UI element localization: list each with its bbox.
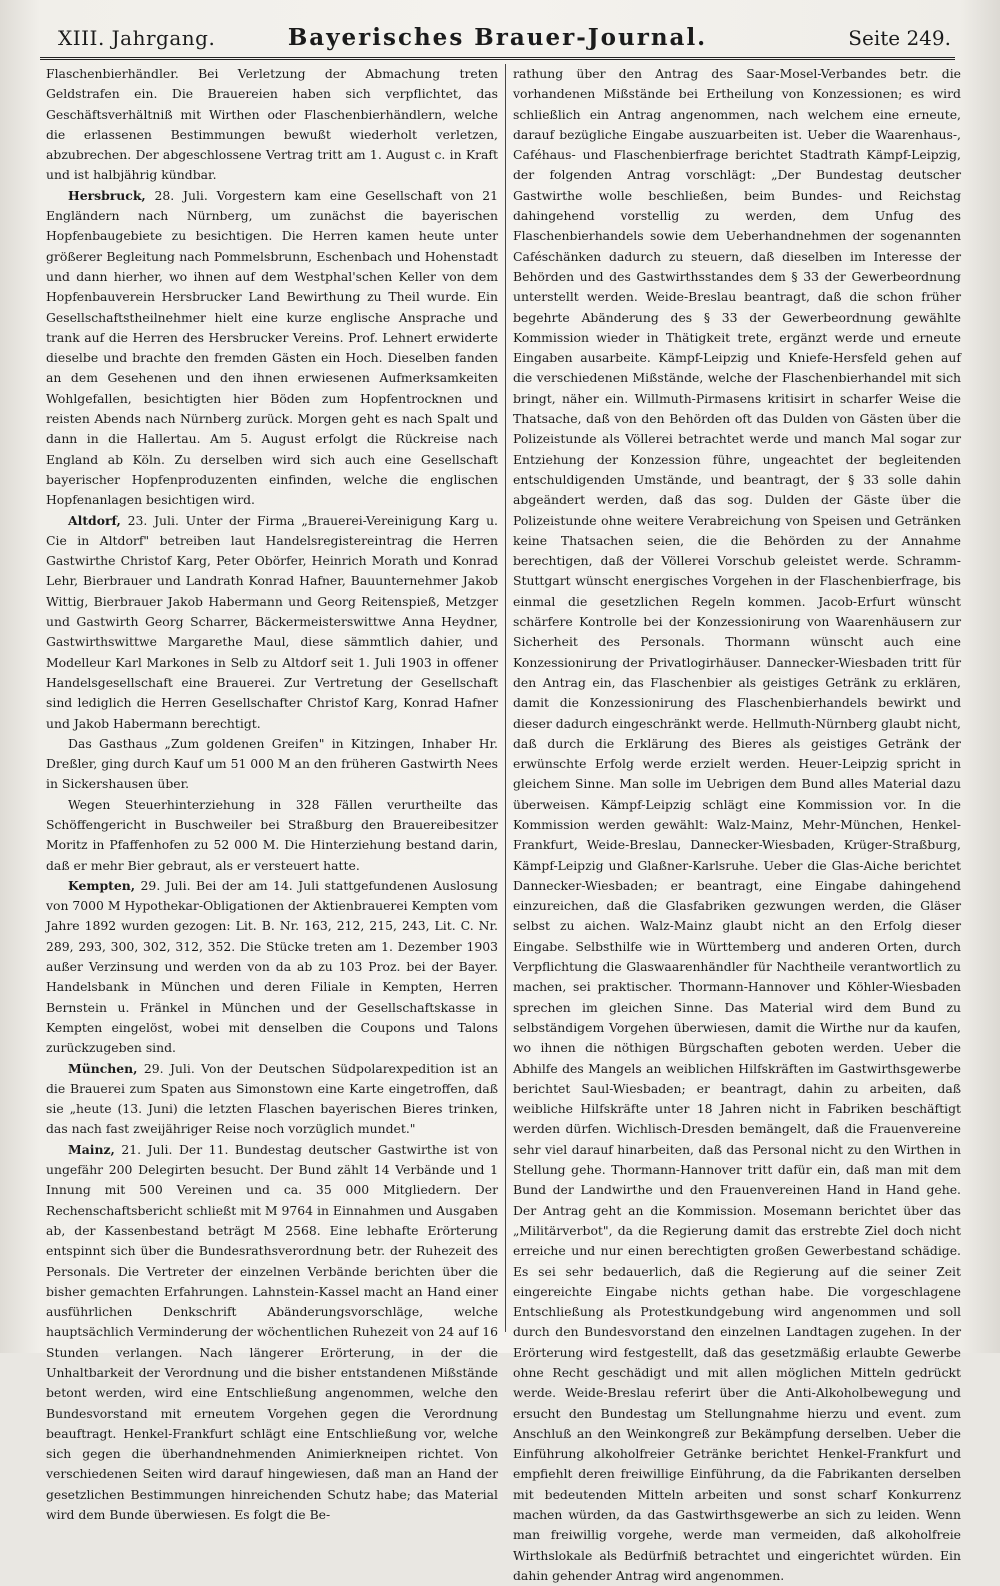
article-paragraph xyxy=(46,795,498,876)
article-text: 29. Juli. Von der Deutschen Südpolarexpedition ist an die Brauerei zum Spaten aus Simonstown eine Karte eingetroffen, daß sie „heute (13. Juni) die letzten Flaschen bayerischen Bieres trinken, das nach fast zweijähriger Reise noch vorzüglich mundet." xyxy=(46,1060,498,1137)
page-header xyxy=(40,20,955,56)
article-text: 21. Juli. Der 11. Bundestag deutscher Gastwirthe ist von ungefähr 200 Delegirten besucht. Der Bund zählt 14 Verbände und 1 Innung mit 500 Vereinen und ca. 35 000 Mitgliedern. Der Rechenschaftsbericht schließt mit M 9764 in Einnahmen und Ausgaben ab, der Kassenbestand beträgt M 2568. Eine lebhafte Erörterung entspinnt sich über die Bundesrathsverordnung betr. der Ruhezeit des Personals. Die Vertreter der einzelnen Verbände berichten über die bisher gemachten Erfahrungen. Lahnstein-Kassel macht an Hand einer ausführlichen Denkschrift Abänderungsvorschläge, welche hauptsächlich Verminderung der wöchentlichen Ruhezeit von 24 auf 16 Stunden verlangen. Nach längerer Erörterung, in der die Unhaltbarkeit der Verordnung und die bisher entstandenen Mißstände betont werden, wird eine Entschließung angenommen, welche den Bundesvorstand mit erneutem Vorgehen gegen die Verordnung beauftragt. Henkel-Frankfurt schlägt eine Entschließung vor, welche sich gegen die überhandnehmenden Animierkneipen richtet. Von verschiedenen Seiten wird darauf hingewiesen, daß man an Hand der gesetzlichen Bestimmungen hinreichenden Schutz habe; das Material wird dem Bunde überwiesen. Es folgt die Be- xyxy=(46,1141,498,1523)
article-paragraph xyxy=(46,1059,498,1140)
article-text: 29. Juli. Bei der am 14. Juli stattgefundenen Auslosung von 7000 M Hypothekar-Obligationen der Aktienbrauerei Kempten vom Jahre 1892 wurden gezogen: Lit. B. Nr. 163, 212, 215, 243, Lit. C. Nr. 289, 293, 300, 302, 312, 352. Die Stücke treten am 1. Dezember 1903 außer Verzinsung und werden von da ab zu 103 Proz. bei der Bayer. Handelsbank in München und deren Filiale in Kempten, Herren Bernstein u. Fränkel in München und der Gesellschaftskasse in Kempten eingelöst, wobei mit denselben die Coupons und Talons zurückzugeben sind. xyxy=(46,877,498,1056)
column-divider xyxy=(505,64,506,1332)
left-column xyxy=(46,64,498,1523)
journal-title: Bayerisches Brauer-Journal. xyxy=(287,24,708,51)
volume-label: XIII. Jahrgang. xyxy=(58,26,216,50)
article-paragraph xyxy=(46,511,498,734)
article-paragraph xyxy=(46,64,498,186)
article-text: 23. Juli. Unter der Firma „Brauerei-Vereinigung Karg u. Cie in Altdorf" betreiben laut Handelsregistereintrag die Herren Gastwirthe Christof Karg, Peter Obörfer, Heinrich Morath und Konrad Lehr, Bierbrauer und Landrath Konrad Hafner, Bauunternehmer Jakob Wittig, Bierbrauer Jakob Habermann und Georg Reitenspieß, Metzger und Gastwirth Georg Scharrer, Bäckermeisterswittwe Anna Heydner, Gastwirthswittwe Margarethe Maul, diese sämmtlich dahier, und Modelleur Karl Markones in Selb zu Altdorf seit 1. Juli 1903 in offener Handelsgesellschaft eine Brauerei. Zur Vertretung der Gesellschaft sind lediglich die Herren Gesellschafter Christof Karg, Konrad Hafner und Jakob Habermann berechtigt. xyxy=(46,512,498,731)
article-text: Wegen Steuerhinterziehung in 328 Fällen verurtheilte das Schöffengericht in Buschweiler bei Straßburg den Brauereibesitzer Moritz in Pfaffenhofen zu 52 000 M. Die Hinterziehung bestand darin, daß er mehr Bier gebraut, als er versteuert hatte. xyxy=(46,796,498,873)
article-dateline: Hersbruck, xyxy=(68,187,146,203)
article-text: rathung über den Antrag des Saar-Mosel-Verbandes betr. die vorhandenen Mißstände bei Ertheilung von Konzessionen; es wird schließlich ein Antrag angenommen, nach welchem eine erneute, darauf bezügliche Eingabe auszuarbeiten ist. Ueber die Waarenhaus-, Caféhaus- und Flaschenbierfrage berichtet Stadtrath Kämpf-Leipzig, der folgenden Antrag vorschlägt: „Der Bundestag deutscher Gastwirthe wolle beschließen, beim Bundes- und Reichstag dahingehend vorstellig zu werden, dem Unfug des Flaschenbierhandels sowie dem Ueberhandnehmen der sogenannten Caféschänken dadurch zu steuern, daß dieselben im Interesse der Behörden und des Gastwirthsstandes dem § 33 der Gewerbeordnung unterstellt werden. Weide-Breslau beantragt, daß die schon früher begehrte Abänderung des § 33 der Gewerbeordnung gewählte Kommission wieder in Thätigkeit trete, ergänzt werde und erneute Eingaben ausarbeite. Kämpf-Leipzig und Kniefe-Hersfeld gehen auf die verschiedenen Mißstände, welche der Flaschenbierhandel mit sich bringt, näher ein. Willmuth-Pirmasens kritisirt in scharfer Weise die Thatsache, daß von den Behörden oft das Dulden von Gästen über die Polizeistunde als Völlerei betrachtet werde und manch Mal sogar zur Entziehung der Konzession führe, ungeachtet der begleitenden entschuldigenden Umstände, und beantragt, der § 33 solle dahin abgeändert werden, daß das sog. Dulden der Gäste über die Polizeistunde ohne weitere Verabreichung von Speisen und Getränken keine Thatsachen seien, die die Behörden zu der Annahme berechtigen, daß der Völlerei Vorschub geleistet werde. Schramm-Stuttgart wünscht energisches Vorgehen in der Flaschenbierfrage, bis einmal die gesetzlichen Regeln kommen. Jacob-Erfurt wünscht schärfere Kontrolle bei der Konzessionirung von Waarenhäusern zur Sicherheit des Personals. Thormann wünscht auch eine Konzessionirung der Privatlogirhäuser. Dannecker-Wiesbaden tritt für den Antrag ein, das Flaschenbier als geistiges Getränk zu erklären, damit die Konzessionirung des Flaschenbierhandels bewirkt und dieser dadurch eingeschränkt werde. Hellmuth-Nürnberg glaubt nicht, daß durch die Erklärung des Bieres als geistiges Getränk der erwünschte Erfolg werde erzielt werden. Heuer-Leipzig spricht in gleichem Sinne. Man solle im Uebrigen dem Bund alles Material dazu überweisen. Kämpf-Leipzig schlägt eine Kommission vor. In die Kommission werden gewählt: Walz-Mainz, Mehr-München, Henkel-Frankfurt, Weide-Breslau, Dannecker-Wiesbaden, Krüger-Straßburg, Kämpf-Leipzig und Glaßner-Karlsruhe. Ueber die Glas-Aiche berichtet Dannecker-Wiesbaden; er beantragt, eine Eingabe dahingehend einzureichen, daß die Glasfabriken gezwungen werden, die Gläser selbst zu aichen. Walz-Mainz glaubt nicht an den Erfolg dieser Eingabe. Selbsthilfe wie in Württemberg und anderen Orten, durch Verpflichtung die Glaswaarenhändler für Nachtheile verantwortlich zu machen, sei praktischer. Thormann-Hannover und Köhler-Wiesbaden sprechen im gleichen Sinne. Das Material wird dem Bund zu selbständigem Vorgehen überwiesen, damit die Wirthe nur da kaufen, wo ihnen die nöthigen Bürgschaften geboten werden. Ueber die Abhilfe des Mangels an weiblichen Hilfskräften im Gastwirthsgewerbe berichtet Saul-Wiesbaden; er beantragt, dahin zu arbeiten, daß weibliche Hilfskräfte unter 18 Jahren nicht in Fabriken beschäftigt werden dürfen. Wichlisch-Dresden bemängelt, daß die Frauenvereine sehr viel darauf hinarbeiten, daß das Personal nicht zu den Wirthen in Stellung gehe. Thormann-Hannover tritt dafür ein, daß man mit dem Bund der Landwirthe und den Frauenvereinen Hand in Hand gehe. Der Antrag geht an die Kommission. Mosemann berichtet über das „Militärverbot", da die Regierung damit das erstrebte Ziel doch nicht erreiche und nur einen berechtigten großen Gewerbestand schädige. Es sei sehr bedauerlich, daß die Regierung auf die seiner Zeit eingereichte Eingabe nichts gethan habe. Die vorgeschlagene Entschließung als Protestkundgebung wird angenommen und soll durch den Bundesvorstand den einzelnen Landtagen zugehen. In der Erörterung wird festgestellt, daß das gesetzmäßig erlaubte Gewerbe ohne Recht geschädigt und mit allen möglichen Mitteln gedrückt werde. Weide-Breslau referirt über die Anti-Alkoholbewegung und ersucht den Bundestag um Stellungnahme hierzu und event. zum Anschluß an den Weinkongreß zur Bekämpfung derselben. Ueber die Einführung alkoholfreier Getränke berichtet Henkel-Frankfurt und empfiehlt deren freiwillige Einführung, da die Fabrikanten derselben mit bedeutenden Mitteln arbeiten und sonst scharf Konkurrenz machen würden, da das Gastwirthsgewerbe an sich zu leiden. Wenn man freiwillig vorgehe, werde man vermeiden, daß alkoholfreie Wirthslokale als Bedürfniß betrachtet und eingerichtet würden. Ein dahin gehender Antrag wird angenommen. xyxy=(513,66,961,1583)
article-dateline: Kempten, xyxy=(68,877,136,893)
article-paragraph xyxy=(46,734,498,795)
article-text: Das Gasthaus „Zum goldenen Greifen" in Kitzingen, Inhaber Hr. Dreßler, ging durch Kauf um 51 000 M an den früheren Gastwirth Nees in Sickershausen über. xyxy=(46,735,498,792)
article-text: Flaschenbierhändler. Bei Verletzung der Abmachung treten Geldstrafen ein. Die Brauereien haben sich verpflichtet, das Geschäftsverhältniß mit Wirthen oder Flaschenbierhändlern, welche die erlassenen Bestimmungen bewußt wiederholt verletzen, abzubrechen. Der abgeschlossene Vertrag tritt am 1. August c. in Kraft und ist halbjährig kündbar. xyxy=(46,66,498,183)
article-paragraph xyxy=(46,1140,498,1526)
article-dateline: Mainz, xyxy=(68,1141,115,1157)
article-paragraph xyxy=(46,876,498,1059)
article-paragraph xyxy=(46,186,498,511)
right-column xyxy=(513,64,961,1583)
page-number: Seite 249. xyxy=(848,26,951,50)
article-text: 28. Juli. Vorgestern kam eine Gesellschaft von 21 Engländern nach Nürnberg, um zunächst die bayerischen Hopfenbaugebiete zu besichtigen. Die Herren kamen heute unter größerer Begleitung nach Pommelsbrunn, Eschenbach und Hohenstadt und dann hierher, wo ihnen auf dem Westphal'schen Keller von dem Hopfenbauverein Hersbrucker Land Bewirthung zu Theil wurde. Ein Gesellschaftstheilnehmer hielt eine kurze englische Ansprache und trank auf die Herren des Hersbrucker Vereins. Prof. Lehnert erwiderte dieselbe und brachte den fremden Gästen ein Hoch. Dieselben fanden an dem Gesehenen und den ihnen erwiesenen Aufmerksamkeiten Wohlgefallen, besichtigten hier Böden zum Hopfentrocknen und reisten Abends nach Nürnberg zurück. Morgen geht es nach Spalt und dann in die Hallertau. Am 5. August erfolgt die Rückreise nach England ab Köln. Zu derselben wird sich auch eine Gesellschaft bayerischer Hopfenproduzenten einfinden, welche die englischen Hopfenanlagen besichtigen wird. xyxy=(46,187,498,508)
header-rule xyxy=(40,57,955,60)
article-paragraph xyxy=(513,64,961,1586)
article-dateline: München, xyxy=(68,1060,138,1076)
article-dateline: Altdorf, xyxy=(68,512,121,528)
